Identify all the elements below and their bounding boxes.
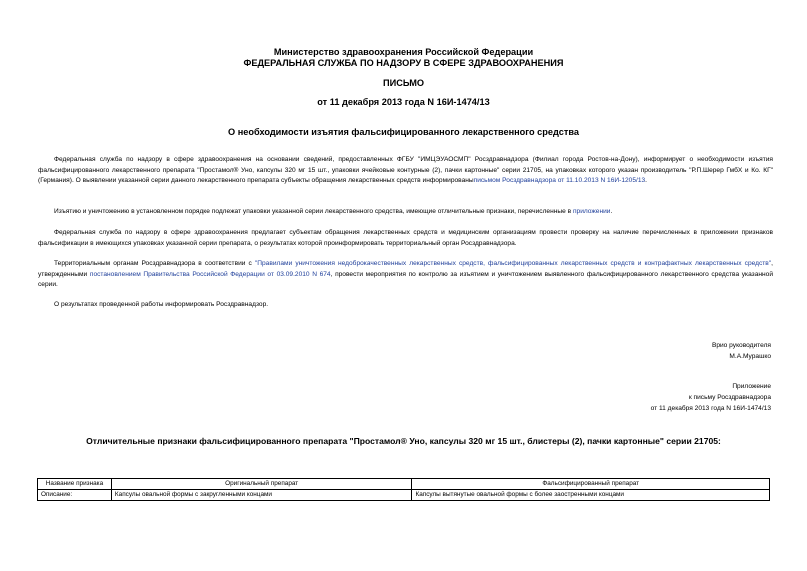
paragraph-2-text: Изъятию и уничтожению в установленном порядке подлежат упаковки указанной серии лекарственного средства, имеющие отличительные признаки, перечисленные в (54, 208, 573, 215)
appendix-to-letter: к письму Росздравнадзора (688, 394, 771, 401)
paragraph-1: Федеральная служба по надзору в сфере здравоохранения на основании сведений, предоставленных ФГБУ "ИМЦЭУАОСМП" Росздравнадзора (Филиал города Ростов-на-Дону), информирует о необходимости изъятия фальсифицированного лекарственного препарата "Простамол® Уно, капсулы 320 мг 15 шт., упаковки ячейковые контурные (2), пачки картонные" серии 21705, на упаковках которого указан производитель "Р.П.Шерер ГмбХ и Ко. КГ" (Германия). О выявлении указанной серии данного лекарственного препарата субъекты обращения лекарственных средств информированыписьмом Росздравнадзора от 11.10.2013 N 16И-1205/13. (38, 156, 773, 185)
ministry-name: Министерство здравоохранения Российской Федерации (273, 47, 534, 57)
column-header: Оригинальный препарат (111, 479, 412, 490)
appendix-date-number: от 11 декабря 2013 года N 16И-1474/13 (650, 405, 771, 412)
document-subject: О необходимости изъятия фальсифицированного лекарственного средства (228, 127, 579, 137)
column-header: Название признака (38, 479, 112, 490)
paragraph-4: Территориальным органам Росздравнадзора в соответствии с "Правилами уничтожения недоброкачественных лекарственных средств, фальсифицированных лекарственных средств и контрафактных лекарственных средств", утвержденными постановлением Правительства Российской Федерации от 03.09.2010 N 674, провести мероприятия по контролю за изъятием и уничтожением выявленного фальсифицированного лекарственного средства указанной серии. (38, 260, 773, 289)
paragraph-5: О результатах проведенной работы информировать Росздравнадзор. (54, 301, 269, 308)
table-cell: Капсулы вытянутые овальной формы с более заостренными концами (412, 490, 770, 501)
appendix-title: Отличительные признаки фальсифицированного препарата "Простамол® Уно, капсулы 320 мг 15 шт., блистеры (2), пачки картонные" серии 21705: (86, 436, 721, 446)
document-date-number: от 11 декабря 2013 года N 16И-1474/13 (317, 97, 490, 107)
destruction-rules-link[interactable]: "Правилами уничтожения недоброкачественных лекарственных средств, фальсифицированных лекарственных средств и контрафактных лекарственных средств" (254, 260, 772, 267)
table-cell: Капсулы овальной формы с закругленными концами (111, 490, 412, 501)
table-cell: Описание: (38, 490, 112, 501)
service-name: ФЕДЕРАЛЬНАЯ СЛУЖБА ПО НАДЗОРУ В СФЕРЕ ЗДРАВООХРАНЕНИЯ (243, 58, 564, 68)
government-decree-link[interactable]: постановлением Правительства Российской Федерации от 03.09.2010 N 674 (89, 270, 331, 278)
signatory-position: Врио руководителя (711, 342, 771, 349)
appendix-link[interactable]: приложении (572, 208, 611, 215)
letter-reference-link[interactable]: письмом Росздравнадзора от 11.10.2013 N 16И-1205/13 (473, 177, 646, 185)
signatory-name: М.А.Мурашко (729, 353, 771, 360)
column-header: Фальсифицированный препарат (412, 479, 770, 490)
paragraph-3: Федеральная служба по надзору в сфере здравоохранения предлагает субъектам обращения лекарственных средств и медицинским организациям провести проверку на наличие перечисленных в приложении признаков фальсификации в имеющихся упаковках указанной серии препарата, о результатах которой проинформировать территориальный орган Росздравнадзора. (38, 229, 773, 247)
appendix-label: Приложение (732, 383, 771, 390)
paragraph-2: Изъятию и уничтожению в установленном порядке подлежат упаковки указанной серии лекарственного средства, имеющие отличительные признаки, перечисленные в приложении. (54, 208, 613, 215)
table-header-row (38, 479, 770, 490)
table-row (38, 490, 770, 501)
paragraph-1-text: Федеральная служба по надзору в сфере здравоохранения на основании сведений, предоставленных ФГБУ "ИМЦЭУАОСМП" Росздравнадзора (Филиал города Ростов-на-Дону), информирует о необходимости изъятия фальсифицированного лекарственного препарата "Простамол® Уно, капсулы 320 мг 15 шт., упаковки ячейковые контурные (2), пачки картонные" серии 21705, на упаковках которого указан производитель "Р.П.Шерер ГмбХ и Ко. КГ" (Германия). О выявлении указанной серии данного лекарственного препарата субъекты обращения лекарственных средств информированы (38, 156, 773, 185)
document-type: ПИСЬМО (382, 78, 425, 88)
features-table (37, 478, 770, 501)
